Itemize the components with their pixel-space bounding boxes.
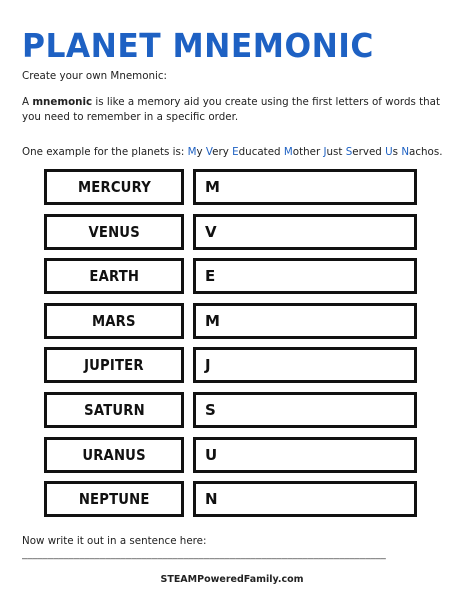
example-initial: M bbox=[187, 146, 197, 158]
example-rest: ducated bbox=[238, 146, 281, 158]
mnemonic-word-box[interactable] bbox=[193, 214, 417, 250]
example-rest: y bbox=[196, 146, 203, 158]
mnemonic-letter: N bbox=[205, 490, 218, 509]
mnemonic-letter: U bbox=[205, 445, 218, 464]
planet-name-box bbox=[44, 214, 184, 250]
planet-name: JUPITER bbox=[84, 356, 144, 375]
planet-name-box bbox=[44, 347, 184, 383]
mnemonic-letter: E bbox=[205, 267, 216, 286]
example-word bbox=[385, 146, 398, 158]
planet-name-box bbox=[44, 169, 184, 205]
example-mnemonic bbox=[188, 146, 443, 158]
example-rest: achos. bbox=[409, 146, 443, 158]
example-initial: N bbox=[401, 146, 410, 158]
planet-name: EARTH bbox=[89, 267, 139, 286]
example-word bbox=[346, 146, 382, 158]
example-word bbox=[284, 146, 320, 158]
planet-name-box bbox=[44, 481, 184, 517]
example-word bbox=[401, 146, 442, 158]
example-initial: V bbox=[205, 146, 213, 158]
planet-name: MARS bbox=[92, 311, 136, 330]
definition-suffix: is like a memory aid you create using the first letters of words that you need to remember in a specific order. bbox=[22, 96, 441, 123]
mnemonic-word-box[interactable] bbox=[193, 169, 417, 205]
example-word bbox=[232, 146, 280, 158]
definition-text bbox=[22, 95, 442, 125]
mnemonic-word-box[interactable] bbox=[193, 347, 417, 383]
example-rest: erved bbox=[352, 146, 382, 158]
mnemonic-word-box[interactable] bbox=[193, 303, 417, 339]
example-rest: ust bbox=[326, 146, 343, 158]
answer-line[interactable]: ______________________________________________________________________ bbox=[22, 549, 386, 560]
example-initial: M bbox=[283, 146, 293, 158]
page-title: PLANET MNEMONIC bbox=[22, 26, 374, 65]
planet-name: URANUS bbox=[82, 445, 146, 464]
mnemonic-letter: V bbox=[205, 222, 217, 241]
example-initial: S bbox=[345, 146, 353, 158]
mnemonic-word-box[interactable] bbox=[193, 258, 417, 294]
mnemonic-word-box[interactable] bbox=[193, 481, 417, 517]
mnemonic-word-box[interactable] bbox=[193, 437, 417, 473]
mnemonic-letter: M bbox=[205, 178, 220, 196]
mnemonic-word-box[interactable] bbox=[193, 392, 417, 428]
example-rest: s bbox=[392, 146, 399, 158]
example-initial: J bbox=[323, 146, 327, 158]
planet-name-box bbox=[44, 392, 184, 428]
definition-prefix: A bbox=[22, 96, 33, 108]
intro-text: Create your own Mnemonic: bbox=[22, 70, 168, 82]
planet-name: NEPTUNE bbox=[78, 490, 150, 509]
mnemonic-letter: J bbox=[205, 356, 211, 375]
mnemonic-letter: M bbox=[205, 311, 220, 330]
example-word bbox=[323, 146, 342, 158]
definition-term: mnemonic bbox=[32, 96, 93, 108]
sentence-prompt: Now write it out in a sentence here: bbox=[22, 535, 207, 547]
example-initial: U bbox=[385, 146, 393, 158]
planet-name: VENUS bbox=[88, 222, 140, 241]
example-prefix: One example for the planets is: bbox=[22, 146, 188, 158]
example-rest: ery bbox=[212, 146, 229, 158]
example-word bbox=[206, 146, 229, 158]
planet-name: MERCURY bbox=[77, 178, 151, 196]
example-word bbox=[188, 146, 203, 158]
example-rest: other bbox=[292, 146, 321, 158]
example-initial: E bbox=[232, 146, 239, 158]
planet-name-box bbox=[44, 258, 184, 294]
footer-site: STEAMPoweredFamily.com bbox=[160, 574, 304, 585]
planet-name-box bbox=[44, 303, 184, 339]
mnemonic-letter: S bbox=[205, 401, 216, 419]
planet-name: SATURN bbox=[83, 401, 145, 419]
example-text bbox=[22, 145, 442, 160]
planet-name-box bbox=[44, 437, 184, 473]
